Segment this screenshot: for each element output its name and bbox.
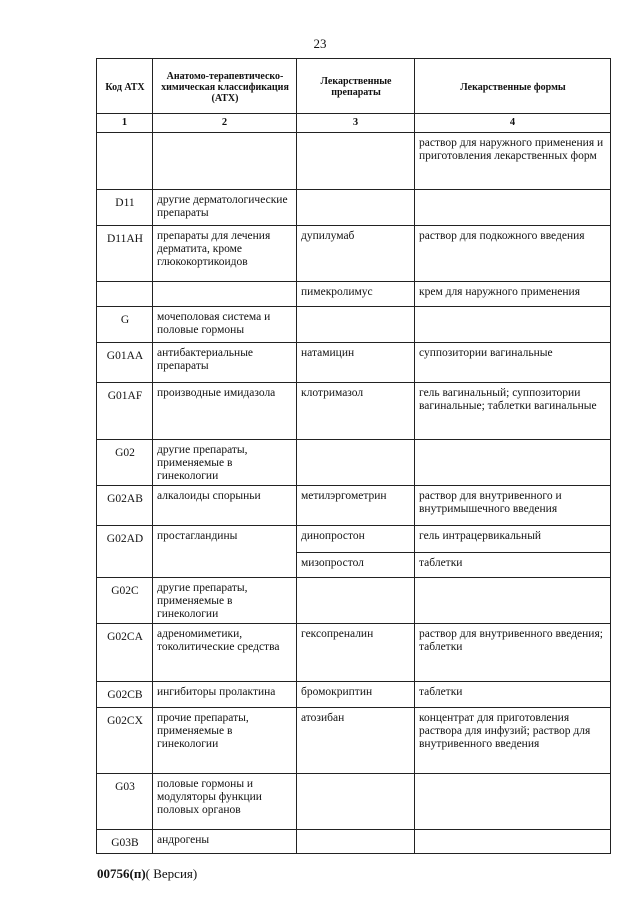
- cell-code: G02CB: [97, 682, 153, 708]
- cell-form: [415, 774, 611, 830]
- cell-class: [153, 282, 297, 307]
- cell-form: раствор для внутривенного и внутримышечного введения: [415, 486, 611, 526]
- col-number: 4: [415, 114, 611, 133]
- cell-drug: метилэргометрин: [297, 486, 415, 526]
- table-row: [97, 708, 611, 774]
- cell-drug: [297, 190, 415, 226]
- cell-code: D11: [97, 190, 153, 226]
- cell-form: таблетки: [415, 553, 611, 578]
- cell-code: G02CA: [97, 624, 153, 682]
- cell-drug: бромокриптин: [297, 682, 415, 708]
- cell-drug: [297, 440, 415, 486]
- table-row: [97, 682, 611, 708]
- table-row: [97, 190, 611, 226]
- cell-class: адреномиметики, токолитические средства: [153, 624, 297, 682]
- cell-drug: атозибан: [297, 708, 415, 774]
- table-row: [97, 440, 611, 486]
- atc-table: [96, 58, 611, 854]
- table-row: [97, 282, 611, 307]
- footer-code: 00756(п): [97, 866, 146, 881]
- cell-code: G02CX: [97, 708, 153, 774]
- cell-form: концентрат для приготовления раствора для инфузий; раствор для внутривенного введения: [415, 708, 611, 774]
- cell-form: суппозитории вагинальные: [415, 343, 611, 383]
- cell-code: [97, 282, 153, 307]
- table-row: [97, 343, 611, 383]
- header-drug: Лекарственные препараты: [297, 59, 415, 114]
- cell-form: [415, 190, 611, 226]
- cell-drug: [297, 830, 415, 854]
- cell-code: G03B: [97, 830, 153, 854]
- header-code: Код АТХ: [97, 59, 153, 114]
- cell-class: производные имидазола: [153, 383, 297, 440]
- cell-form: раствор для наружного применения и приготовления лекарственных форм: [415, 133, 611, 190]
- cell-drug: гексопреналин: [297, 624, 415, 682]
- cell-drug: мизопростол: [297, 553, 415, 578]
- cell-class: препараты для лечения дерматита, кроме глюкокортикоидов: [153, 226, 297, 282]
- cell-code: G01AA: [97, 343, 153, 383]
- cell-form: гель интрацервикальный: [415, 526, 611, 553]
- cell-code: G02: [97, 440, 153, 486]
- table-row: [97, 133, 611, 190]
- header-class: Анатомо-терапевтическо-химическая классификация (АТХ): [153, 59, 297, 114]
- cell-code: G03: [97, 774, 153, 830]
- cell-code: G01AF: [97, 383, 153, 440]
- cell-drug: [297, 307, 415, 343]
- cell-drug: натамицин: [297, 343, 415, 383]
- column-number-row: [97, 114, 611, 133]
- cell-form: таблетки: [415, 682, 611, 708]
- table-row: [97, 526, 611, 553]
- table-row: [97, 624, 611, 682]
- cell-class: андрогены: [153, 830, 297, 854]
- cell-code: G02AD: [97, 526, 153, 578]
- table-row: [97, 226, 611, 282]
- table-row: [97, 486, 611, 526]
- cell-code: G02C: [97, 578, 153, 624]
- cell-drug: [297, 133, 415, 190]
- cell-form: [415, 440, 611, 486]
- header-form: Лекарственные формы: [415, 59, 611, 114]
- cell-form: [415, 578, 611, 624]
- cell-class: антибактериальные препараты: [153, 343, 297, 383]
- cell-class: другие препараты, применяемые в гинекологии: [153, 440, 297, 486]
- page-number: 23: [313, 36, 327, 51]
- header-row: [97, 59, 611, 114]
- footer: [97, 866, 197, 882]
- cell-drug: [297, 774, 415, 830]
- table-row: [97, 307, 611, 343]
- cell-drug: клотримазол: [297, 383, 415, 440]
- cell-class: [153, 133, 297, 190]
- cell-form: [415, 307, 611, 343]
- cell-form: раствор для подкожного введения: [415, 226, 611, 282]
- table-row: [97, 578, 611, 624]
- cell-code: G: [97, 307, 153, 343]
- cell-class: мочеполовая система и половые гормоны: [153, 307, 297, 343]
- col-number: 3: [297, 114, 415, 133]
- col-number: 2: [153, 114, 297, 133]
- cell-form: крем для наружного применения: [415, 282, 611, 307]
- cell-class: простагландины: [153, 526, 297, 578]
- table-row: [97, 830, 611, 854]
- cell-class: прочие препараты, применяемые в гинекологии: [153, 708, 297, 774]
- cell-class: другие дерматологические препараты: [153, 190, 297, 226]
- cell-code: D11AH: [97, 226, 153, 282]
- cell-form: раствор для внутривенного введения; таблетки: [415, 624, 611, 682]
- cell-class: другие препараты, применяемые в гинекологии: [153, 578, 297, 624]
- footer-note: ( Версия): [145, 866, 198, 881]
- cell-drug: [297, 578, 415, 624]
- cell-class: алкалоиды спорыньи: [153, 486, 297, 526]
- table-row: [97, 774, 611, 830]
- cell-form: [415, 830, 611, 854]
- cell-drug: динопростон: [297, 526, 415, 553]
- col-number: 1: [97, 114, 153, 133]
- cell-code: [97, 133, 153, 190]
- cell-class: половые гормоны и модуляторы функции половых органов: [153, 774, 297, 830]
- cell-drug: пимекролимус: [297, 282, 415, 307]
- cell-form: гель вагинальный; суппозитории вагинальные; таблетки вагинальные: [415, 383, 611, 440]
- cell-class: ингибиторы пролактина: [153, 682, 297, 708]
- table-row: [97, 383, 611, 440]
- cell-code: G02AB: [97, 486, 153, 526]
- cell-drug: дупилумаб: [297, 226, 415, 282]
